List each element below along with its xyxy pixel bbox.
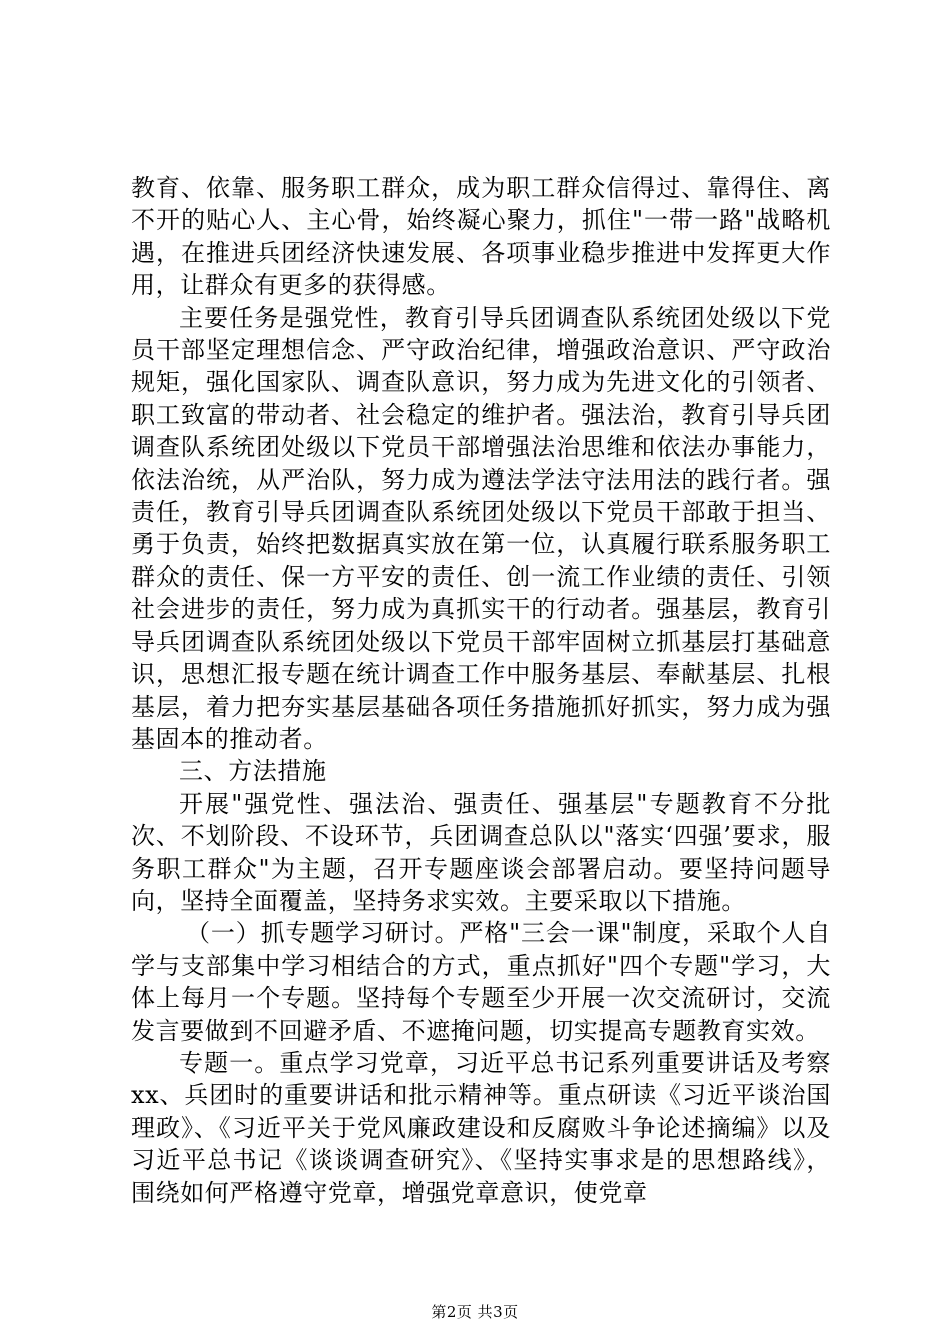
document-body [131,172,831,1209]
paragraph-study-seminar: （一）抓专题学习研讨。严格"三会一课"制度，采取个人自学与支部集中学习相结合的方式，重点抓好"四个专题"学习，大体上每月一个专题。坚持每个专题至少开展一次交流研讨，交流发言要做到不回避矛盾、不遮掩问题，切实提高专题教育实效。 [131,919,831,1045]
paragraph-continuation: 教育、依靠、服务职工群众，成为职工群众信得过、靠得住、离不开的贴心人、主心骨，始终凝心聚力，抓住"一带一路"战略机遇，在推进兵团经济快速发展、各项事业稳步推进中发挥更大作用，让群众有更多的获得感。 [131,174,831,300]
paragraph-main-tasks: 主要任务是强党性，教育引导兵团调查队系统团处级以下党员干部坚定理想信念、严守政治纪律，增强政治意识、严守政治规矩，强化国家队、调查队意识，努力成为先进文化的引领者、职工致富的带动者、社会稳定的维护者。强法治，教育引导兵团调查队系统团处级以下党员干部增强法治思维和依法办事能力，依法治统，从严治队，努力成为遵法学法守法用法的践行者。强责任，教育引导兵团调查队系统团处级以下党员干部敢于担当、勇于负责，始终把数据真实放在第一位，认真履行联系服务职工群众的责任、保一方平安的责任、创一流工作业绩的责任、引领社会进步的责任，努力成为真抓实干的行动者。强基层，教育引导兵团调查队系统团处级以下党员干部牢固树立抓基层打基础意识，思想汇报专题在统计调查工作中服务基层、奉献基层、扎根基层，着力把夯实基层基础各项任务措施抓好抓实，努力成为强基固本的推动者。 [131,303,831,753]
section-heading-methods: 三、方法措施 [179,757,327,786]
paragraph-topic-one: 专题一。重点学习党章，习近平总书记系列重要讲话及考察xx、兵团时的重要讲话和批示精神等。重点研读《习近平谈治国理政》、《习近平关于党风廉政建设和反腐败斗争论述摘编》以及习近平总书记《谈谈调查研究》、《坚持实事求是的思想路线》，围绕如何严格遵守党章，增强党章意识，使党章 [131,1048,831,1207]
page-footer: 第2页 共3页 [431,1303,519,1321]
paragraph-methods-intro: 开展"强党性、强法治、强责任、强基层"专题教育不分批次、不划阶段、不设环节，兵团调查总队以"落实‘四强’要求，服务职工群众"为主题，召开专题座谈会部署启动。要坚持问题导向，坚持全面覆盖，坚持务求实效。主要采取以下措施。 [131,789,831,915]
